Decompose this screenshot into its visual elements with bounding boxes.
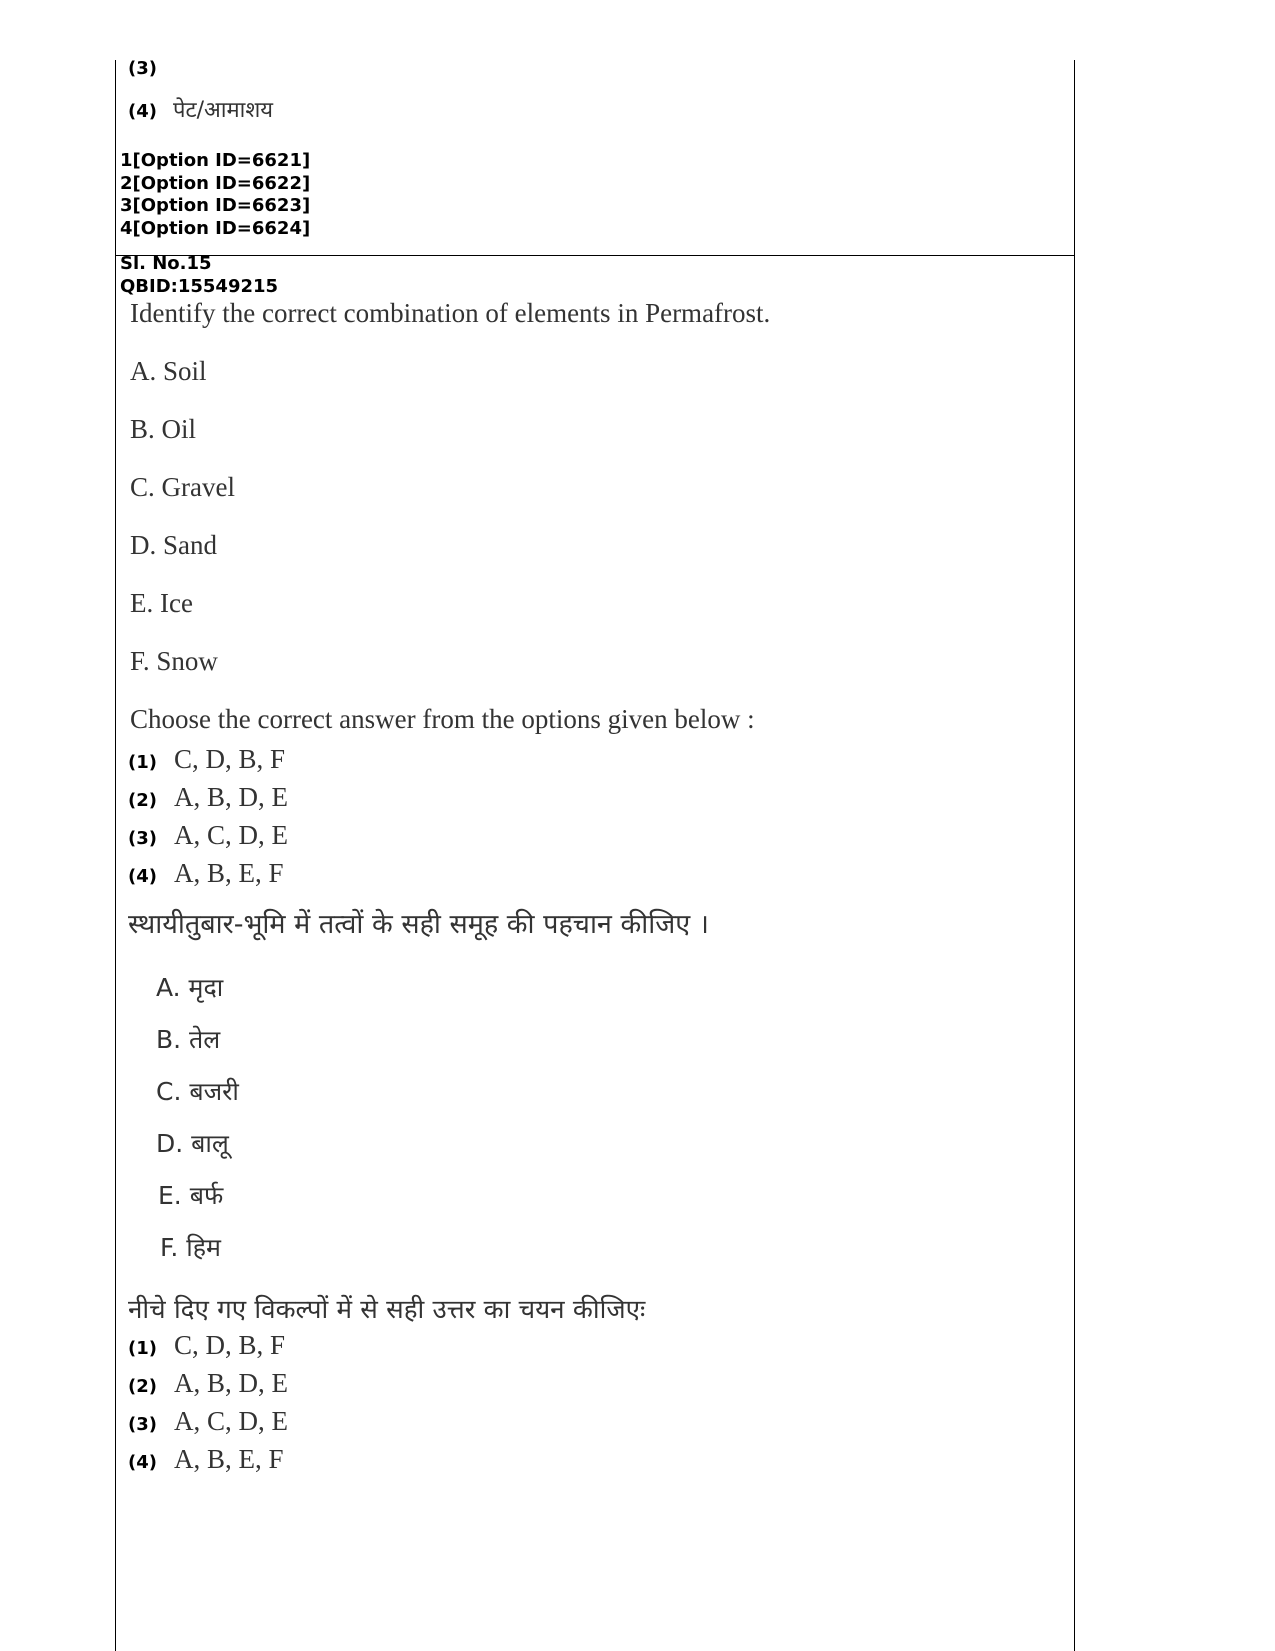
english-option-1	[128, 744, 285, 775]
english-item: D. Sand	[130, 530, 217, 560]
option-text: C, D, B, F	[173, 744, 286, 774]
option-text: A, C, D, E	[173, 820, 288, 850]
option-id: 4[Option ID=6624]	[120, 217, 311, 239]
hindi-question-stem: स्थायीतुबार-भूमि में तत्वों के सही समूह की पहचान कीजिए ।	[128, 909, 710, 940]
hindi-item: D. बालू	[156, 1129, 229, 1158]
option-text: C, D, B, F	[173, 1330, 286, 1360]
serial-number: Sl. No.15	[120, 253, 212, 274]
option-number: (3)	[128, 1414, 157, 1435]
hindi-option-1	[128, 1330, 285, 1361]
option-number: (1)	[128, 1338, 157, 1359]
hindi-item: F. हिम	[160, 1233, 221, 1262]
hindi-option-4	[128, 1444, 284, 1475]
qbid: QBID:15549215	[120, 276, 279, 297]
option-id: 3[Option ID=6623]	[120, 195, 311, 216]
prev-option-3-number: (3)	[128, 58, 157, 79]
prev-option-4-text: पेट/आमाशय	[172, 98, 274, 123]
option-number: (1)	[128, 752, 157, 773]
hindi-item: E. बर्फ	[158, 1181, 224, 1210]
option-text: A, B, D, E	[173, 782, 288, 812]
option-text: A, B, E, F	[173, 1444, 284, 1474]
option-id: 2[Option ID=6622]	[120, 172, 311, 194]
prev-option-4-number: (4)	[128, 101, 157, 122]
english-option-2	[128, 782, 288, 813]
hindi-option-3	[128, 1406, 288, 1437]
english-question-stem: Identify the correct combination of elements in Permafrost.	[130, 298, 771, 328]
hindi-item: C. बजरी	[156, 1077, 239, 1106]
english-item: C. Gravel	[130, 472, 235, 502]
english-item: F. Snow	[130, 646, 218, 676]
prev-option-4	[128, 94, 273, 124]
english-item: E. Ice	[130, 588, 193, 618]
option-number: (4)	[128, 1452, 157, 1473]
hindi-instruction: नीचे दिए गए विकल्पों में से सही उत्तर का चयन कीजिएः	[128, 1295, 646, 1325]
english-instruction: Choose the correct answer from the options given below :	[130, 704, 755, 734]
hindi-item: A. मृदा	[156, 973, 224, 1002]
option-text: A, B, E, F	[173, 858, 284, 888]
option-id: 1[Option ID=6621]	[120, 150, 311, 171]
english-item: B. Oil	[130, 414, 197, 444]
option-id-list	[120, 150, 310, 240]
option-number: (2)	[128, 1376, 157, 1397]
question-header	[120, 252, 278, 298]
option-number: (3)	[128, 828, 157, 849]
english-option-3	[128, 820, 288, 851]
option-number: (4)	[128, 866, 157, 887]
english-option-4	[128, 858, 284, 889]
hindi-item: B. तेल	[156, 1025, 221, 1054]
option-text: A, C, D, E	[173, 1406, 288, 1436]
option-text: A, B, D, E	[173, 1368, 288, 1398]
option-number: (2)	[128, 790, 157, 811]
english-item: A. Soil	[130, 356, 207, 386]
hindi-option-2	[128, 1368, 288, 1399]
